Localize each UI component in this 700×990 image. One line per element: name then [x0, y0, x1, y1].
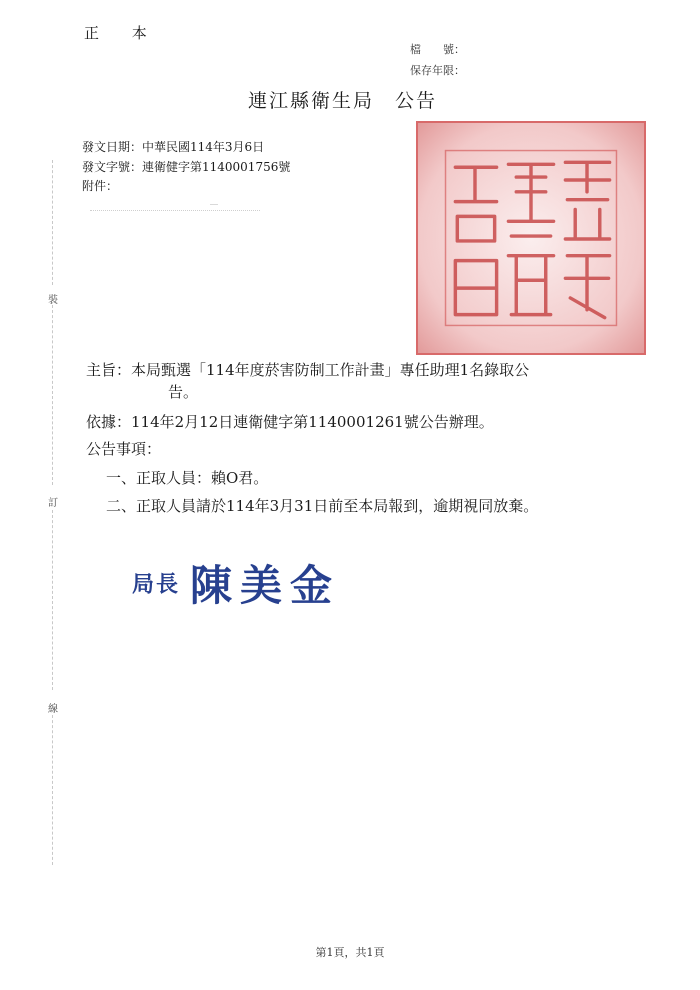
attachment-label: 附件： — [82, 179, 119, 193]
subject-line: 主旨：本局甄選「114年度菸害防制工作計畫」專任助理1名錄取公 — [86, 361, 530, 379]
page-footer: 第1頁，共1頁 — [315, 946, 385, 959]
scan-artifact — [90, 210, 260, 211]
reference-number: 發文字號：連衛健字第1140001756號 — [82, 160, 291, 174]
director-signature — [132, 553, 340, 613]
seal-graphic — [418, 123, 644, 353]
announcement-items-heading: 公告事項： — [86, 440, 162, 458]
signature-title: 局長 — [132, 571, 181, 598]
scan-artifact — [210, 204, 218, 205]
official-seal — [416, 121, 646, 355]
binding-line — [52, 715, 53, 865]
signature-name: 陳美金 — [190, 561, 341, 610]
announcement-item: 二、正取人員請於114年3月31日前至本局報到，逾期視同放棄。 — [106, 497, 539, 515]
copy-mark: 正 本 — [84, 24, 161, 42]
binding-label-ding: 訂 — [48, 498, 58, 509]
binding-line — [52, 510, 53, 690]
binding-line — [52, 305, 53, 485]
subject-continuation: 告。 — [168, 383, 199, 401]
announcement-item: 一、正取人員：賴O君。 — [106, 469, 269, 487]
binding-line — [52, 160, 53, 285]
issue-date: 發文日期：中華民國114年3月6日 — [82, 140, 265, 154]
retention-period-label: 保存年限： — [410, 64, 465, 77]
document-title: 連江縣衛生局 公告 — [248, 90, 438, 112]
file-number-label: 檔 號： — [410, 43, 465, 56]
binding-label-xian: 線 — [48, 704, 58, 715]
basis-line: 依據：114年2月12日連衛健字第1140001261號公告辦理。 — [86, 413, 494, 431]
binding-label-zhuang: 裝 — [48, 295, 58, 306]
